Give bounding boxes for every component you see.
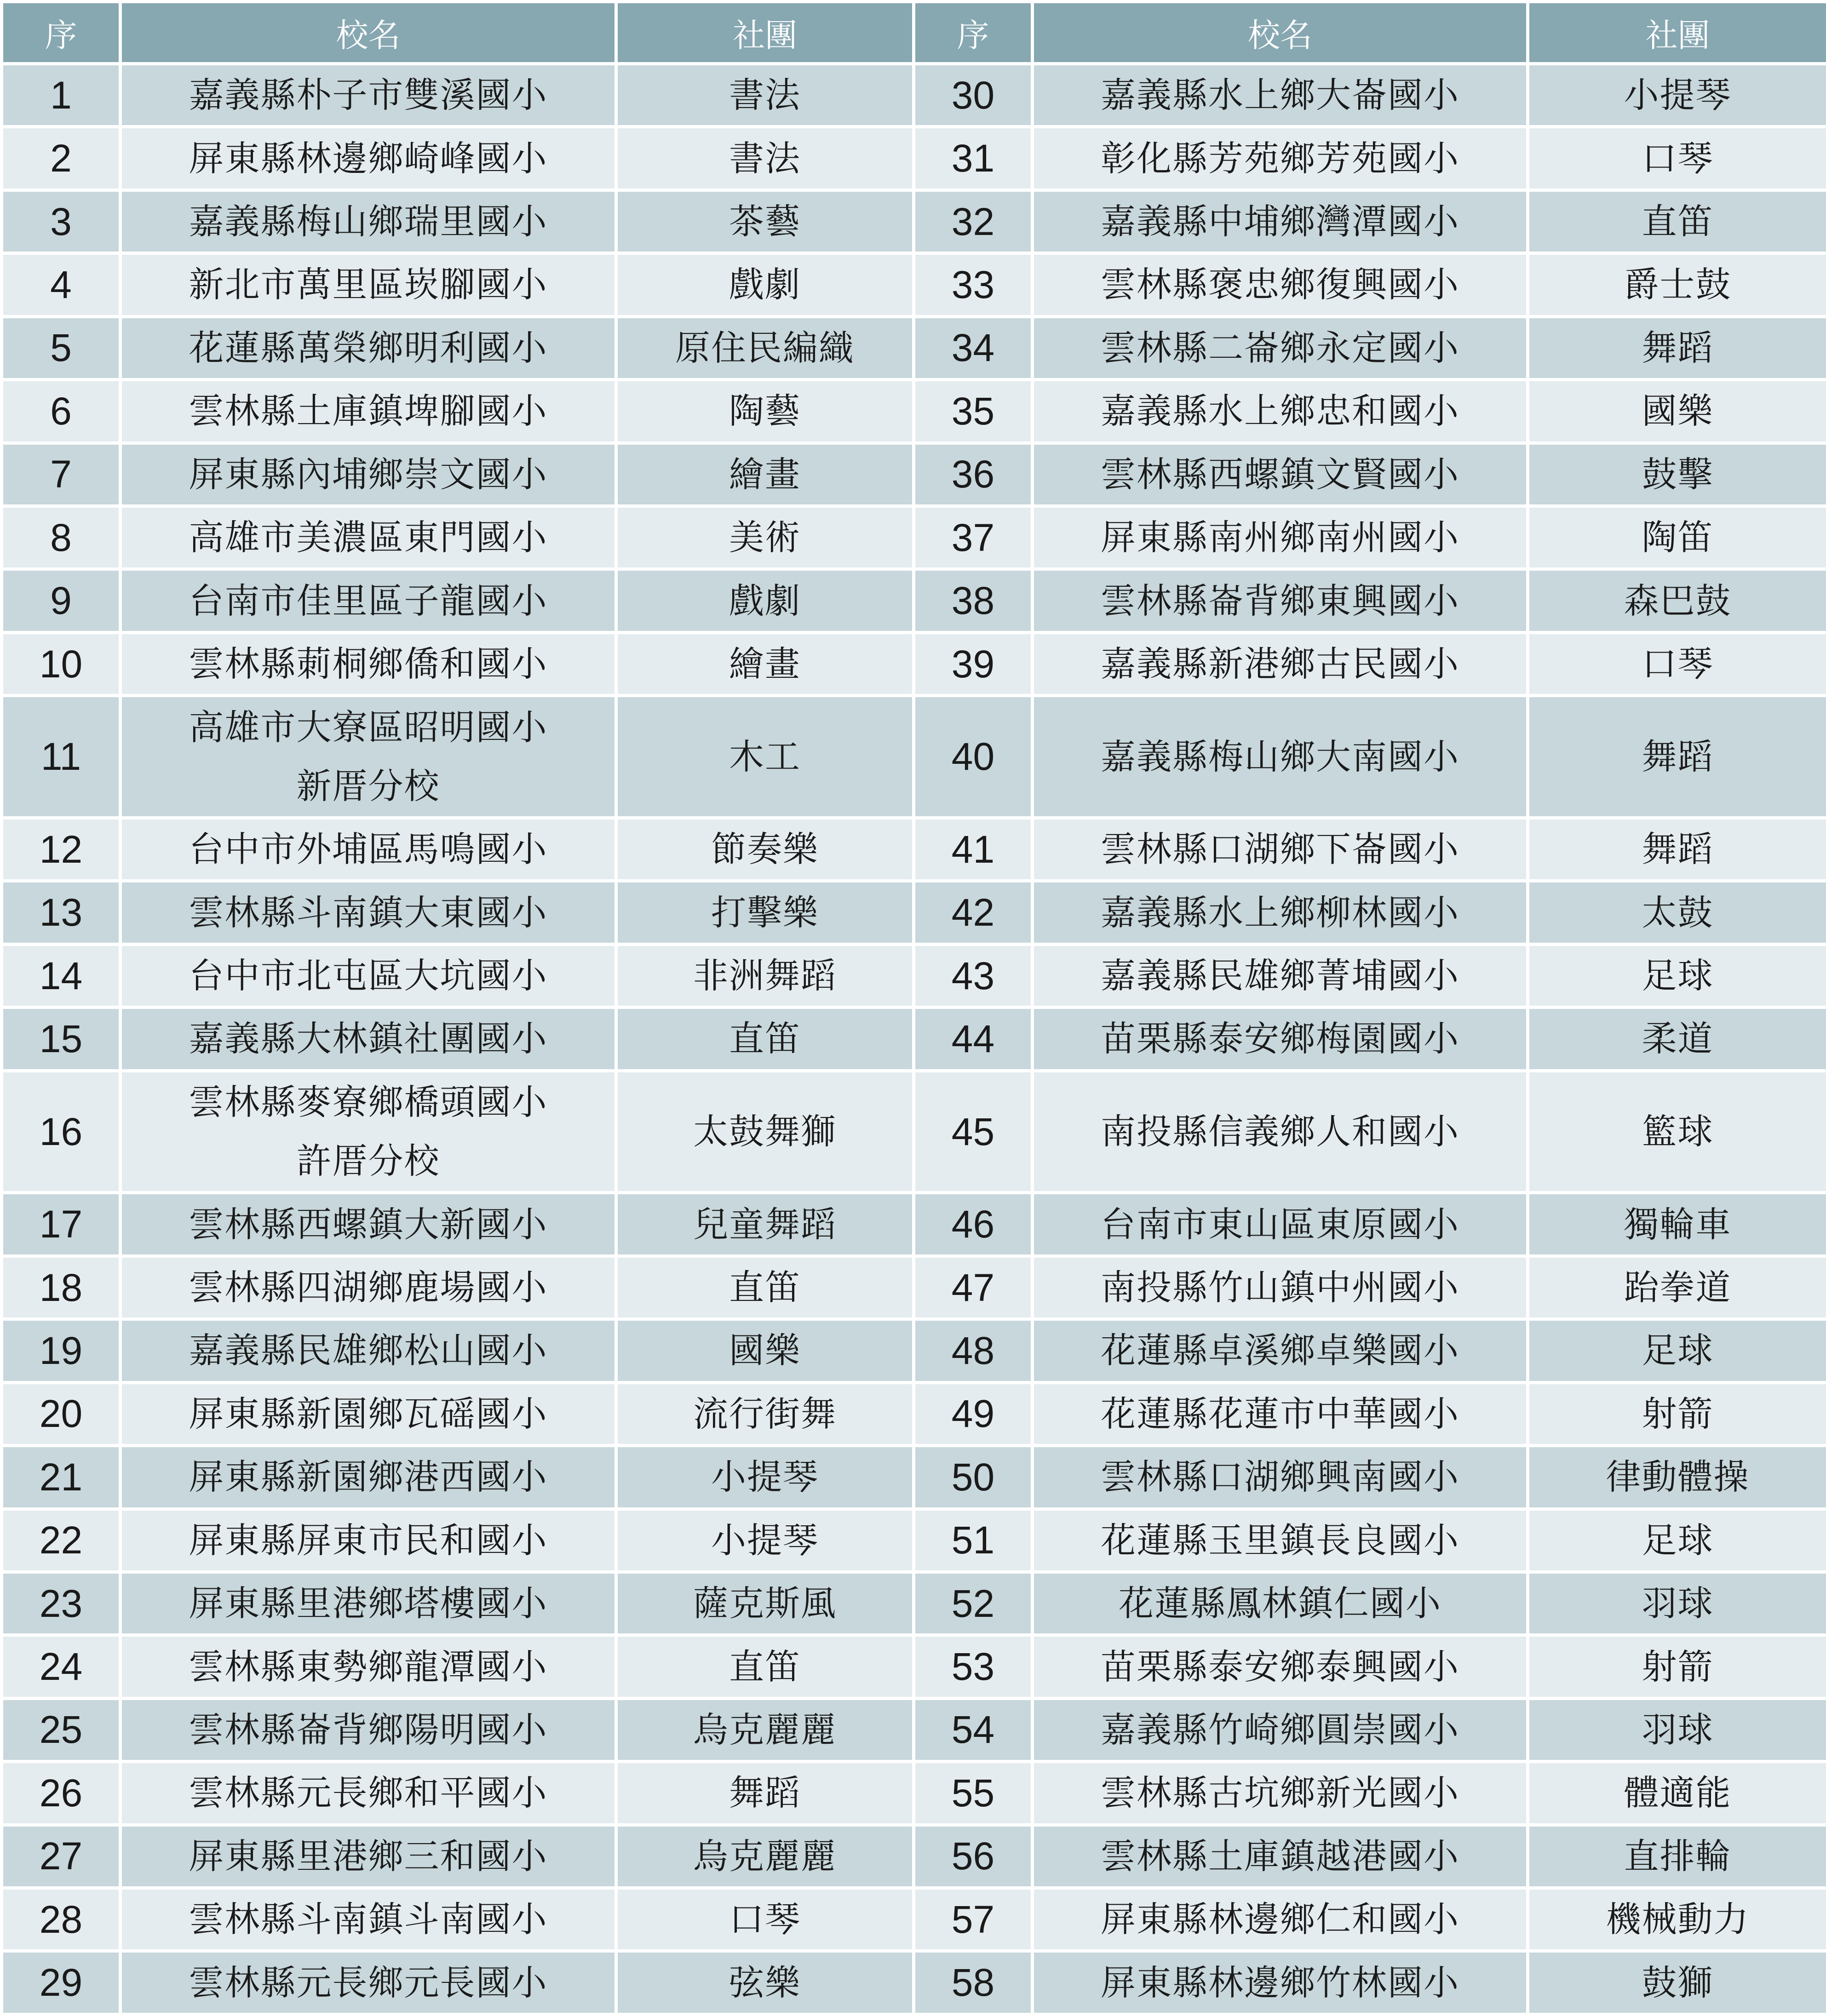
club-name-left: 流行街舞 xyxy=(616,1382,914,1445)
table-row xyxy=(2,1319,1826,1382)
row-number-left: 21 xyxy=(2,1446,121,1509)
row-number-left: 6 xyxy=(2,380,121,443)
club-name-right: 舞蹈 xyxy=(1528,696,1826,818)
row-number-left: 13 xyxy=(2,881,121,944)
school-name-left: 嘉義縣民雄鄉松山國小 xyxy=(121,1319,616,1382)
school-name-left: 雲林縣崙背鄉陽明國小 xyxy=(121,1698,616,1761)
table-row xyxy=(2,881,1826,944)
club-name-right: 足球 xyxy=(1528,1319,1826,1382)
school-name-left: 嘉義縣朴子市雙溪國小 xyxy=(121,64,616,127)
row-number-left: 19 xyxy=(2,1319,121,1382)
school-name-left: 雲林縣西螺鎮大新國小 xyxy=(121,1193,616,1256)
table-row xyxy=(2,443,1826,506)
row-number-right: 48 xyxy=(914,1319,1033,1382)
row-number-left: 24 xyxy=(2,1635,121,1698)
row-number-left: 10 xyxy=(2,632,121,695)
row-number-right: 57 xyxy=(914,1888,1033,1951)
school-name-right: 嘉義縣梅山鄉大南國小 xyxy=(1033,696,1528,818)
school-name-right: 雲林縣土庫鎮越港國小 xyxy=(1033,1825,1528,1888)
row-number-right: 42 xyxy=(914,881,1033,944)
school-name-left: 嘉義縣大林鎮社團國小 xyxy=(121,1008,616,1071)
school-name-right: 嘉義縣民雄鄉菁埔國小 xyxy=(1033,944,1528,1007)
row-number-left: 1 xyxy=(2,64,121,127)
row-number-left: 26 xyxy=(2,1762,121,1825)
school-name-line-2: 新厝分校 xyxy=(296,765,440,807)
row-number-left: 23 xyxy=(2,1572,121,1635)
club-name-right: 足球 xyxy=(1528,1509,1826,1572)
row-number-left: 28 xyxy=(2,1888,121,1951)
school-name-right: 嘉義縣水上鄉柳林國小 xyxy=(1033,881,1528,944)
table-row xyxy=(2,506,1826,569)
row-number-right: 35 xyxy=(914,380,1033,443)
school-name-right: 嘉義縣水上鄉大崙國小 xyxy=(1033,64,1528,127)
school-name-right: 屏東縣林邊鄉仁和國小 xyxy=(1033,1888,1528,1951)
school-name-right: 花蓮縣玉里鎮長良國小 xyxy=(1033,1509,1528,1572)
row-number-left: 16 xyxy=(2,1071,121,1193)
club-name-left: 戲劇 xyxy=(616,253,914,316)
club-name-right: 直笛 xyxy=(1528,190,1826,253)
school-name-right: 屏東縣林邊鄉竹林國小 xyxy=(1033,1951,1528,2015)
row-number-right: 36 xyxy=(914,443,1033,506)
header-number-left: 序 xyxy=(2,2,121,64)
table-row xyxy=(2,1572,1826,1635)
school-name-left xyxy=(121,696,616,818)
row-number-right: 39 xyxy=(914,632,1033,695)
school-name-left: 屏東縣里港鄉塔樓國小 xyxy=(121,1572,616,1635)
table-row xyxy=(2,632,1826,695)
table-row xyxy=(2,1698,1826,1761)
school-name-left: 嘉義縣梅山鄉瑞里國小 xyxy=(121,190,616,253)
table-row xyxy=(2,380,1826,443)
table-row xyxy=(2,316,1826,379)
table-row xyxy=(2,1071,1826,1193)
club-name-right: 直排輪 xyxy=(1528,1825,1826,1888)
club-name-left: 茶藝 xyxy=(616,190,914,253)
school-name-left: 台南市佳里區子龍國小 xyxy=(121,569,616,632)
club-name-right: 舞蹈 xyxy=(1528,316,1826,379)
table-row xyxy=(2,64,1826,127)
school-name-left: 屏東縣屏東市民和國小 xyxy=(121,1509,616,1572)
row-number-right: 30 xyxy=(914,64,1033,127)
table-row xyxy=(2,253,1826,316)
header-school-right: 校名 xyxy=(1033,2,1528,64)
club-name-right: 小提琴 xyxy=(1528,64,1826,127)
school-name-left: 花蓮縣萬榮鄉明利國小 xyxy=(121,316,616,379)
row-number-right: 49 xyxy=(914,1382,1033,1445)
club-name-left: 繪畫 xyxy=(616,443,914,506)
school-name-right: 嘉義縣中埔鄉灣潭國小 xyxy=(1033,190,1528,253)
school-name-left: 雲林縣元長鄉和平國小 xyxy=(121,1762,616,1825)
club-name-right: 體適能 xyxy=(1528,1762,1826,1825)
club-name-left: 節奏樂 xyxy=(616,818,914,881)
table-row xyxy=(2,1008,1826,1071)
club-name-right: 鼓擊 xyxy=(1528,443,1826,506)
row-number-left: 14 xyxy=(2,944,121,1007)
club-name-left: 書法 xyxy=(616,64,914,127)
header-row xyxy=(2,2,1826,64)
school-name-right: 嘉義縣新港鄉古民國小 xyxy=(1033,632,1528,695)
header-school-left: 校名 xyxy=(121,2,616,64)
club-name-left: 烏克麗麗 xyxy=(616,1698,914,1761)
club-name-left: 太鼓舞獅 xyxy=(616,1071,914,1193)
school-name-left: 雲林縣元長鄉元長國小 xyxy=(121,1951,616,2015)
club-name-right: 爵士鼓 xyxy=(1528,253,1826,316)
club-name-left: 打擊樂 xyxy=(616,881,914,944)
club-name-left: 兒童舞蹈 xyxy=(616,1193,914,1256)
school-name-line-2: 許厝分校 xyxy=(296,1140,440,1182)
school-name-left: 雲林縣斗南鎮斗南國小 xyxy=(121,1888,616,1951)
club-name-right: 射箭 xyxy=(1528,1382,1826,1445)
club-name-right: 跆拳道 xyxy=(1528,1256,1826,1319)
row-number-left: 29 xyxy=(2,1951,121,2015)
club-name-right: 太鼓 xyxy=(1528,881,1826,944)
club-name-left: 戲劇 xyxy=(616,569,914,632)
club-name-left: 繪畫 xyxy=(616,632,914,695)
school-name-right: 嘉義縣水上鄉忠和國小 xyxy=(1033,380,1528,443)
row-number-left: 11 xyxy=(2,696,121,818)
row-number-left: 22 xyxy=(2,1509,121,1572)
club-name-right: 口琴 xyxy=(1528,127,1826,190)
row-number-right: 47 xyxy=(914,1256,1033,1319)
club-name-right: 律動體操 xyxy=(1528,1446,1826,1509)
club-name-right: 舞蹈 xyxy=(1528,818,1826,881)
club-name-left: 弦樂 xyxy=(616,1951,914,2015)
row-number-left: 8 xyxy=(2,506,121,569)
club-name-left: 書法 xyxy=(616,127,914,190)
table-row xyxy=(2,1825,1826,1888)
school-name-right: 雲林縣口湖鄉興南國小 xyxy=(1033,1446,1528,1509)
school-name-right: 嘉義縣竹崎鄉圓崇國小 xyxy=(1033,1698,1528,1761)
table-row xyxy=(2,569,1826,632)
club-name-right: 羽球 xyxy=(1528,1698,1826,1761)
row-number-right: 52 xyxy=(914,1572,1033,1635)
club-name-right: 獨輪車 xyxy=(1528,1193,1826,1256)
school-name-right: 南投縣竹山鎮中州國小 xyxy=(1033,1256,1528,1319)
school-name-right: 屏東縣南州鄉南州國小 xyxy=(1033,506,1528,569)
club-name-right: 陶笛 xyxy=(1528,506,1826,569)
club-name-right: 羽球 xyxy=(1528,1572,1826,1635)
school-name-right: 雲林縣崙背鄉東興國小 xyxy=(1033,569,1528,632)
table-row xyxy=(2,190,1826,253)
row-number-left: 2 xyxy=(2,127,121,190)
school-name-left: 高雄市美濃區東門國小 xyxy=(121,506,616,569)
school-name-right: 雲林縣古坑鄉新光國小 xyxy=(1033,1762,1528,1825)
row-number-left: 3 xyxy=(2,190,121,253)
club-name-left: 烏克麗麗 xyxy=(616,1825,914,1888)
row-number-left: 9 xyxy=(2,569,121,632)
school-name-left: 雲林縣東勢鄉龍潭國小 xyxy=(121,1635,616,1698)
club-name-left: 美術 xyxy=(616,506,914,569)
club-name-right: 國樂 xyxy=(1528,380,1826,443)
club-name-right: 口琴 xyxy=(1528,632,1826,695)
school-name-left: 雲林縣四湖鄉鹿場國小 xyxy=(121,1256,616,1319)
school-name-left: 新北市萬里區崁腳國小 xyxy=(121,253,616,316)
row-number-right: 43 xyxy=(914,944,1033,1007)
row-number-left: 27 xyxy=(2,1825,121,1888)
row-number-right: 41 xyxy=(914,818,1033,881)
row-number-left: 25 xyxy=(2,1698,121,1761)
row-number-left: 20 xyxy=(2,1382,121,1445)
club-name-left: 直笛 xyxy=(616,1635,914,1698)
table-body xyxy=(2,64,1826,2015)
table-row xyxy=(2,1762,1826,1825)
school-name-left: 屏東縣新園鄉港西國小 xyxy=(121,1446,616,1509)
club-name-left: 小提琴 xyxy=(616,1509,914,1572)
club-name-left: 原住民編織 xyxy=(616,316,914,379)
table-row xyxy=(2,1635,1826,1698)
row-number-right: 55 xyxy=(914,1762,1033,1825)
row-number-right: 53 xyxy=(914,1635,1033,1698)
club-name-right: 射箭 xyxy=(1528,1635,1826,1698)
school-name-right: 台南市東山區東原國小 xyxy=(1033,1193,1528,1256)
school-name-right: 南投縣信義鄉人和國小 xyxy=(1033,1071,1528,1193)
school-name-line-1: 高雄市大寮區昭明國小 xyxy=(189,706,548,748)
school-name-right: 彰化縣芳苑鄉芳苑國小 xyxy=(1033,127,1528,190)
row-number-right: 33 xyxy=(914,253,1033,316)
table-header xyxy=(2,2,1826,64)
table-row xyxy=(2,1509,1826,1572)
row-number-right: 32 xyxy=(914,190,1033,253)
row-number-right: 31 xyxy=(914,127,1033,190)
school-name-left: 屏東縣林邊鄉崎峰國小 xyxy=(121,127,616,190)
header-club-right: 社團 xyxy=(1528,2,1826,64)
row-number-right: 44 xyxy=(914,1008,1033,1071)
row-number-left: 5 xyxy=(2,316,121,379)
school-name-right: 苗栗縣泰安鄉梅園國小 xyxy=(1033,1008,1528,1071)
school-name-right: 花蓮縣卓溪鄉卓樂國小 xyxy=(1033,1319,1528,1382)
club-name-left: 舞蹈 xyxy=(616,1762,914,1825)
row-number-right: 38 xyxy=(914,569,1033,632)
club-name-right: 森巴鼓 xyxy=(1528,569,1826,632)
club-name-left: 國樂 xyxy=(616,1319,914,1382)
school-name-left: 屏東縣里港鄉三和國小 xyxy=(121,1825,616,1888)
school-name-left: 雲林縣土庫鎮埤腳國小 xyxy=(121,380,616,443)
row-number-right: 37 xyxy=(914,506,1033,569)
row-number-right: 45 xyxy=(914,1071,1033,1193)
table-row xyxy=(2,696,1826,818)
row-number-right: 46 xyxy=(914,1193,1033,1256)
row-number-right: 56 xyxy=(914,1825,1033,1888)
school-name-left: 屏東縣新園鄉瓦磘國小 xyxy=(121,1382,616,1445)
table-row xyxy=(2,127,1826,190)
school-name-left: 屏東縣內埔鄉崇文國小 xyxy=(121,443,616,506)
school-name-left: 台中市外埔區馬鳴國小 xyxy=(121,818,616,881)
table-row xyxy=(2,1256,1826,1319)
table-row xyxy=(2,1446,1826,1509)
row-number-left: 4 xyxy=(2,253,121,316)
school-name-right: 雲林縣西螺鎮文賢國小 xyxy=(1033,443,1528,506)
school-name-right: 雲林縣二崙鄉永定國小 xyxy=(1033,316,1528,379)
club-name-right: 鼓獅 xyxy=(1528,1951,1826,2015)
club-name-left: 非洲舞蹈 xyxy=(616,944,914,1007)
school-name-line-1: 雲林縣麥寮鄉橋頭國小 xyxy=(189,1082,548,1123)
row-number-left: 17 xyxy=(2,1193,121,1256)
school-name-left: 台中市北屯區大坑國小 xyxy=(121,944,616,1007)
school-name-right: 雲林縣褒忠鄉復興國小 xyxy=(1033,253,1528,316)
club-name-right: 籃球 xyxy=(1528,1071,1826,1193)
row-number-right: 51 xyxy=(914,1509,1033,1572)
row-number-left: 15 xyxy=(2,1008,121,1071)
school-name-right: 花蓮縣鳳林鎮仁國小 xyxy=(1033,1572,1528,1635)
table-row xyxy=(2,1193,1826,1256)
school-name-right: 雲林縣口湖鄉下崙國小 xyxy=(1033,818,1528,881)
club-name-left: 口琴 xyxy=(616,1888,914,1951)
school-name-right: 苗栗縣泰安鄉泰興國小 xyxy=(1033,1635,1528,1698)
table-row xyxy=(2,818,1826,881)
school-name-left: 雲林縣莿桐鄉僑和國小 xyxy=(121,632,616,695)
club-name-right: 柔道 xyxy=(1528,1008,1826,1071)
club-name-right: 機械動力 xyxy=(1528,1888,1826,1951)
club-name-left: 小提琴 xyxy=(616,1446,914,1509)
row-number-right: 58 xyxy=(914,1951,1033,2015)
row-number-right: 34 xyxy=(914,316,1033,379)
header-club-left: 社團 xyxy=(616,2,914,64)
table-row xyxy=(2,1951,1826,2015)
row-number-left: 7 xyxy=(2,443,121,506)
row-number-right: 54 xyxy=(914,1698,1033,1761)
club-name-left: 直笛 xyxy=(616,1008,914,1071)
school-name-left xyxy=(121,1071,616,1193)
club-name-left: 薩克斯風 xyxy=(616,1572,914,1635)
row-number-right: 40 xyxy=(914,696,1033,818)
table-row xyxy=(2,944,1826,1007)
table-row xyxy=(2,1382,1826,1445)
table-row xyxy=(2,1888,1826,1951)
club-name-left: 陶藝 xyxy=(616,380,914,443)
club-name-left: 直笛 xyxy=(616,1256,914,1319)
school-name-left: 雲林縣斗南鎮大東國小 xyxy=(121,881,616,944)
school-name-right: 花蓮縣花蓮市中華國小 xyxy=(1033,1382,1528,1445)
row-number-right: 50 xyxy=(914,1446,1033,1509)
row-number-left: 12 xyxy=(2,818,121,881)
header-number-right: 序 xyxy=(914,2,1033,64)
row-number-left: 18 xyxy=(2,1256,121,1319)
club-name-right: 足球 xyxy=(1528,944,1826,1007)
club-name-left: 木工 xyxy=(616,696,914,818)
